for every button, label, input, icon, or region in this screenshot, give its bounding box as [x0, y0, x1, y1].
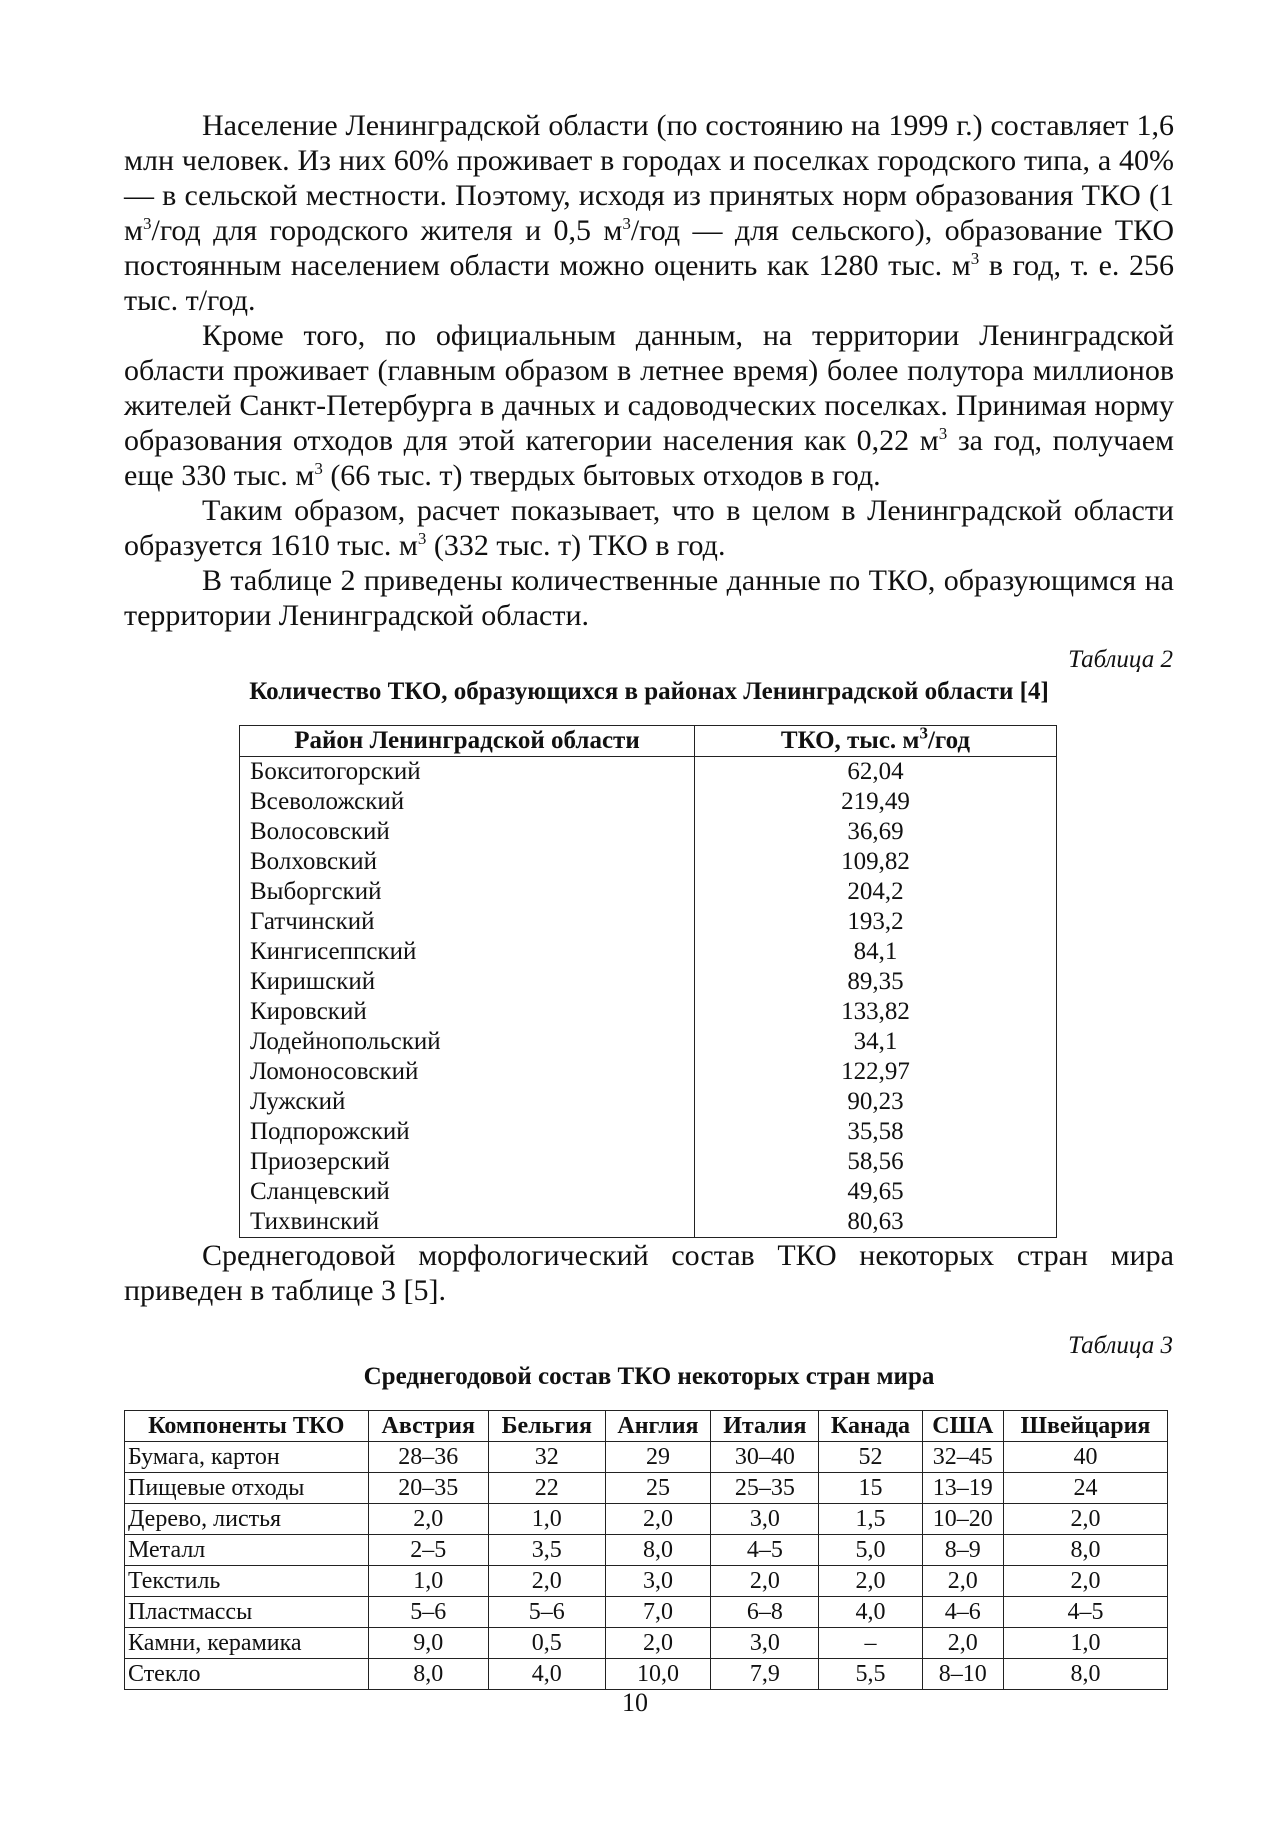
table3-cell-component: Пищевые отходы	[125, 1473, 369, 1504]
superscript: 3	[622, 214, 631, 233]
table3-row	[125, 1473, 1168, 1504]
table2-cell-tko: 219,49	[695, 787, 1057, 817]
text-segment: Кроме того, по официальным данным, на территории Ленинградской области проживает (главным образом в летнее время) более полутора миллионов жителей Санкт-Петербурга в дачных и садоводческих поселках. Принимая норму образования отходов для этой категории населения как 0,22 м	[124, 319, 1174, 457]
table2-row	[240, 1027, 1057, 1057]
table2-cell-district: Всеволожский	[240, 787, 695, 817]
table3-cell-value: 2–5	[368, 1535, 488, 1566]
table2-row	[240, 757, 1057, 788]
table3-cell-value: 2,0	[922, 1566, 1004, 1597]
table3-cell-value: –	[819, 1628, 922, 1659]
table3-cell-value: 8,0	[1004, 1535, 1168, 1566]
table3-cell-value: 30–40	[711, 1442, 819, 1473]
table2-header-tko-main: ТКО, тыс. м	[780, 727, 920, 754]
table3-cell-value: 2,0	[605, 1504, 711, 1535]
table2-cell-tko: 84,1	[695, 937, 1057, 967]
table3-row	[125, 1504, 1168, 1535]
text-segment: /год для городского жителя и 0,5 м	[151, 214, 623, 247]
table2-row	[240, 1147, 1057, 1177]
table3-cell-value: 20–35	[368, 1473, 488, 1504]
superscript: 3	[417, 529, 427, 548]
table3-cell-value: 3,5	[488, 1535, 605, 1566]
paragraph-total	[124, 493, 1174, 563]
table2-cell-tko: 109,82	[695, 847, 1057, 877]
table3-cell-value: 3,0	[711, 1504, 819, 1535]
table3-cell-value: 1,0	[488, 1504, 605, 1535]
table3-cell-value: 5,0	[819, 1535, 922, 1566]
superscript: 3	[142, 214, 152, 233]
table3-header-cell: Англия	[605, 1411, 711, 1442]
table3-cell-component: Камни, керамика	[125, 1628, 369, 1659]
table2-row	[240, 1177, 1057, 1207]
table2-cell-district: Ломоносовский	[240, 1057, 695, 1087]
table3-cell-value: 13–19	[922, 1473, 1004, 1504]
table3-cell-value: 40	[1004, 1442, 1168, 1473]
table3-cell-value: 2,0	[1004, 1566, 1168, 1597]
table3-cell-value: 1,0	[1004, 1628, 1168, 1659]
table2-row	[240, 997, 1057, 1027]
paragraph-table2-intro	[124, 563, 1174, 633]
table3-row	[125, 1566, 1168, 1597]
table2-cell-district: Приозерский	[240, 1147, 695, 1177]
table3-cell-value: 4,0	[819, 1597, 922, 1628]
table2-row	[240, 967, 1057, 997]
table3-cell-value: 4–5	[1004, 1597, 1168, 1628]
table3-title: Среднегодовой состав ТКО некоторых стран мира	[363, 1363, 935, 1390]
table2-cell-tko: 62,04	[695, 757, 1057, 788]
table3-cell-value: 7,9	[711, 1659, 819, 1690]
table2-header-tko-unit: /год	[927, 727, 971, 754]
table2-body	[240, 757, 1057, 1238]
table3-cell-component: Металл	[125, 1535, 369, 1566]
table2-cell-tko: 90,23	[695, 1087, 1057, 1117]
table3-cell-value: 2,0	[488, 1566, 605, 1597]
table3-label: Таблица 3	[1068, 1332, 1173, 1359]
table3-cell-value: 1,5	[819, 1504, 922, 1535]
table2-cell-tko: 89,35	[695, 967, 1057, 997]
paragraph-table3-intro: Среднегодовой морфологический состав ТКО некоторых стран мира приведен в таблице 3 [5].	[124, 1239, 1174, 1307]
table2-cell-district: Выборгский	[240, 877, 695, 907]
table2-row	[240, 1057, 1057, 1087]
table2-cell-district: Гатчинский	[240, 907, 695, 937]
table2-header-row	[240, 726, 1057, 757]
table3-cell-component: Дерево, листья	[125, 1504, 369, 1535]
table2-cell-tko: 193,2	[695, 907, 1057, 937]
table3-header-cell: Бельгия	[488, 1411, 605, 1442]
text-segment: Таким образом, расчет показывает, что в целом в Ленинградской области образуется 1610 тыс. м	[124, 494, 1174, 562]
table3-header-cell: Швейцария	[1004, 1411, 1168, 1442]
text-segment: (66 тыс. т) твердых бытовых отходов в год.	[322, 459, 881, 492]
table3-cell-value: 2,0	[1004, 1504, 1168, 1535]
table3-cell-value: 8,0	[605, 1535, 711, 1566]
superscript: 3	[314, 459, 323, 478]
table2-row	[240, 1087, 1057, 1117]
table3-cell-value: 29	[605, 1442, 711, 1473]
page-number: 10	[622, 1688, 648, 1717]
intro-text	[124, 108, 1174, 633]
table3-cell-value: 1,0	[368, 1566, 488, 1597]
table2-row	[240, 817, 1057, 847]
table3-cell-value: 2,0	[819, 1566, 922, 1597]
table2-cell-tko: 36,69	[695, 817, 1057, 847]
table2-cell-district: Бокситогорский	[240, 757, 695, 788]
table3-cell-value: 32–45	[922, 1442, 1004, 1473]
table3-cell-value: 7,0	[605, 1597, 711, 1628]
text-before-table3	[124, 1238, 1174, 1308]
table3-cell-value: 6–8	[711, 1597, 819, 1628]
table3-header-cell: Компоненты ТКО	[125, 1411, 369, 1442]
table3-tko-composition	[124, 1410, 1168, 1690]
table2-label: Таблица 2	[1068, 646, 1173, 673]
table2-cell-district: Киришский	[240, 967, 695, 997]
table3-cell-value: 3,0	[605, 1566, 711, 1597]
table3-cell-component: Бумага, картон	[125, 1442, 369, 1473]
table2-row	[240, 1117, 1057, 1147]
table2-cell-tko: 35,58	[695, 1117, 1057, 1147]
table3-cell-value: 2,0	[368, 1504, 488, 1535]
table3-cell-value: 24	[1004, 1473, 1168, 1504]
table3-header-cell: Италия	[711, 1411, 819, 1442]
table2-cell-tko: 122,97	[695, 1057, 1057, 1087]
table3-cell-value: 8,0	[1004, 1659, 1168, 1690]
table3-cell-value: 8–9	[922, 1535, 1004, 1566]
table2-cell-district: Волховский	[240, 847, 695, 877]
table3-header-cell: Канада	[819, 1411, 922, 1442]
table2-title: Количество ТКО, образующихся в районах Ленинградской области [4]	[249, 678, 1049, 705]
table3-cell-value: 10,0	[605, 1659, 711, 1690]
table3-cell-value: 4–6	[922, 1597, 1004, 1628]
table3-cell-value: 25–35	[711, 1473, 819, 1504]
table3-cell-value: 28–36	[368, 1442, 488, 1473]
table3-cell-value: 9,0	[368, 1628, 488, 1659]
table3-row	[125, 1535, 1168, 1566]
table2-cell-tko: 58,56	[695, 1147, 1057, 1177]
table2-cell-district: Лужский	[240, 1087, 695, 1117]
table3-cell-value: 15	[819, 1473, 922, 1504]
table2-cell-district: Кировский	[240, 997, 695, 1027]
table3-cell-value: 22	[488, 1473, 605, 1504]
table3-row	[125, 1659, 1168, 1690]
table3-cell-value: 52	[819, 1442, 922, 1473]
text-segment: за год, получаем еще 330 тыс. м	[124, 424, 1174, 492]
table3-cell-value: 5–6	[488, 1597, 605, 1628]
table2-row	[240, 847, 1057, 877]
table2-row	[240, 877, 1057, 907]
table3-cell-value: 5,5	[819, 1659, 922, 1690]
table3-cell-value: 25	[605, 1473, 711, 1504]
table2-row	[240, 1207, 1057, 1238]
text-segment: В таблице 2 приведены количественные данные по ТКО, образующимся на территории Ленинградской области.	[124, 564, 1174, 632]
table2-cell-tko: 204,2	[695, 877, 1057, 907]
table2-row	[240, 787, 1057, 817]
table3-cell-value: 5–6	[368, 1597, 488, 1628]
table2-cell-district: Лодейнопольский	[240, 1027, 695, 1057]
table2-header-tko	[695, 723, 1057, 757]
table2-cell-district: Тихвинский	[240, 1207, 695, 1238]
table2-row	[240, 937, 1057, 967]
table2-cell-district: Подпорожский	[240, 1117, 695, 1147]
paragraph-population	[124, 108, 1174, 318]
table3-cell-value: 2,0	[922, 1628, 1004, 1659]
table2-cell-district: Сланцевский	[240, 1177, 695, 1207]
table3-row	[125, 1442, 1168, 1473]
table3-cell-component: Стекло	[125, 1659, 369, 1690]
table3-cell-value: 0,5	[488, 1628, 605, 1659]
table3-row	[125, 1628, 1168, 1659]
table2-header-tko-sup: 3	[919, 723, 928, 743]
text-segment: /год — для сельского), образование ТКО постоянным населением области можно оценить как 1280 тыс. м	[124, 214, 1174, 282]
table2-row	[240, 907, 1057, 937]
table2-cell-tko: 80,63	[695, 1207, 1057, 1238]
table2-tko-by-district	[239, 725, 1057, 1238]
superscript: 3	[970, 249, 980, 268]
table2-header-district: Район Ленинградской области	[240, 726, 695, 757]
table2-cell-tko: 49,65	[695, 1177, 1057, 1207]
table2-cell-district: Волосовский	[240, 817, 695, 847]
table3-cell-value: 2,0	[605, 1628, 711, 1659]
table3-cell-value: 32	[488, 1442, 605, 1473]
table3-cell-value: 8,0	[368, 1659, 488, 1690]
table3-cell-component: Текстиль	[125, 1566, 369, 1597]
table3-body	[125, 1442, 1168, 1690]
table3-header-cell: Австрия	[368, 1411, 488, 1442]
table3-cell-value: 4,0	[488, 1659, 605, 1690]
table2-cell-tko: 34,1	[695, 1027, 1057, 1057]
paragraph-summer-residents	[124, 318, 1174, 493]
superscript: 3	[938, 424, 948, 443]
table3-cell-component: Пластмассы	[125, 1597, 369, 1628]
table3-cell-value: 4–5	[711, 1535, 819, 1566]
table2-cell-district: Кингисеппский	[240, 937, 695, 967]
table3-cell-value: 10–20	[922, 1504, 1004, 1535]
table2-cell-tko: 133,82	[695, 997, 1057, 1027]
table3-header-cell: США	[922, 1411, 1004, 1442]
table3-row	[125, 1597, 1168, 1628]
table3-cell-value: 2,0	[711, 1566, 819, 1597]
text-segment: в год, т. е. 256 тыс. т/год.	[124, 249, 1174, 317]
table3-cell-value: 3,0	[711, 1628, 819, 1659]
text-segment: Население Ленинградской области (по состоянию на 1999 г.) составляет 1,6 млн человек. Из них 60% проживает в городах и поселках городского типа, а 40% — в сельской местности. Поэтому, исходя из принятых норм образования ТКО (1 м	[124, 109, 1174, 247]
table3-cell-value: 8–10	[922, 1659, 1004, 1690]
table3-header-row	[125, 1411, 1168, 1442]
text-segment: (332 тыс. т) ТКО в год.	[426, 529, 726, 562]
